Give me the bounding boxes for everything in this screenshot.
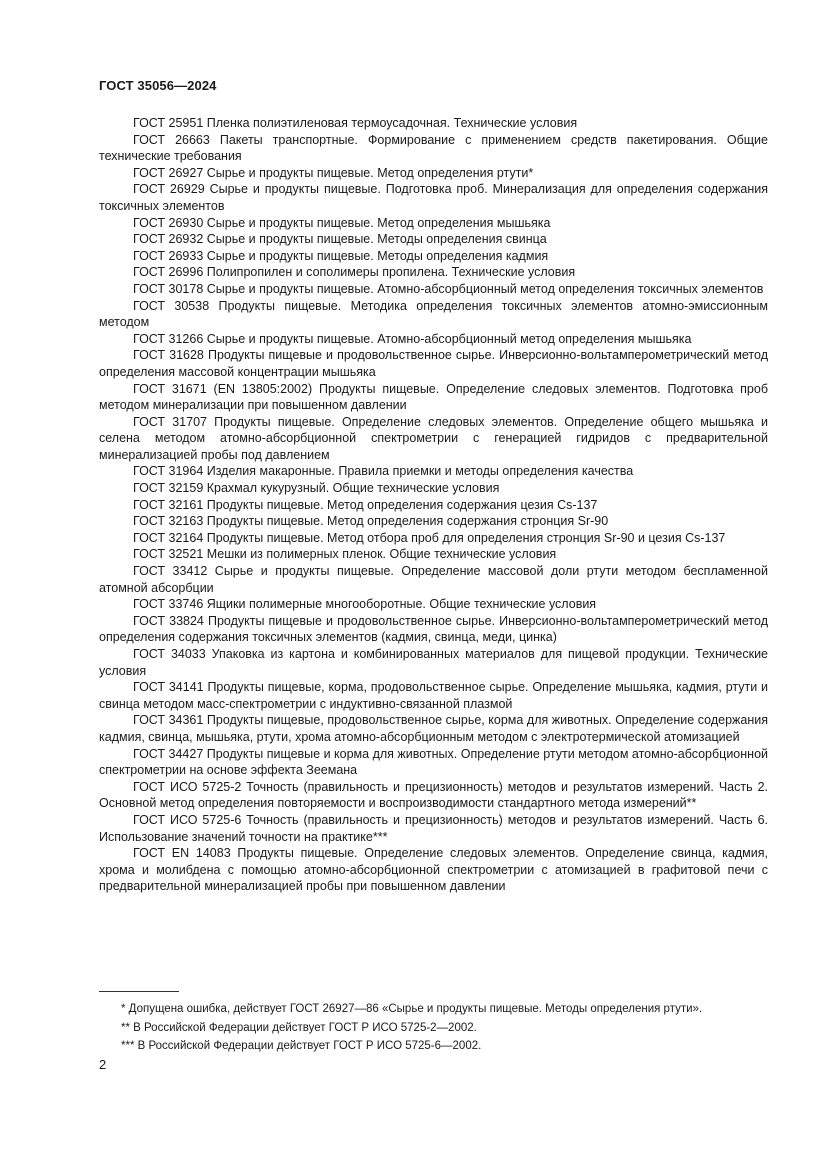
reference-item: ГОСТ 26996 Полипропилен и сополимеры пропилена. Технические условия [133, 265, 576, 280]
reference-item: ГОСТ 33412 Сырье и продукты пищевые. Определение массовой доли ртути методом беспламенной атомной абсорбции [99, 564, 768, 595]
reference-item: ГОСТ 32159 Крахмал кукурузный. Общие технические условия [133, 481, 500, 496]
reference-item: ГОСТ 26933 Сырье и продукты пищевые. Методы определения кадмия [133, 248, 549, 263]
footnotes [99, 1000, 768, 1056]
footnote-item: * Допущена ошибка, действует ГОСТ 26927—86 «Сырье и продукты пищевые. Методы определения ртути». [121, 1003, 703, 1015]
reference-item: ГОСТ 34141 Продукты пищевые, корма, продовольственное сырье. Определение мышьяка, кадмия, ртути и свинца методом масс-спектрометрии с индуктивно-связанной плазмой [99, 680, 768, 711]
footnote-item: *** В Российской Федерации действует ГОСТ Р ИСО 5725-6—2002. [121, 1040, 482, 1052]
reference-item: ГОСТ 34361 Продукты пищевые, продовольственное сырье, корма для животных. Определение содержания кадмия, свинца, мышьяка, ртути, хрома атомно-абсорбционным методом с электротермической атомизацией [99, 713, 768, 744]
reference-item: ГОСТ ИСО 5725-6 Точность (правильность и прецизионность) методов и результатов измерений. Часть 6. Использование значений точности на практике*** [99, 812, 768, 844]
reference-item: ГОСТ EN 14083 Продукты пищевые. Определение следовых элементов. Определение свинца, кадмия, хрома и молибдена с помощью атомно-абсорбционной спектрометрии с атомизацией в графитовой печи с предварительной минерализацией пробы при повышенном давлении [99, 846, 768, 894]
footnote-item: ** В Российской Федерации действует ГОСТ Р ИСО 5725-2—2002. [121, 1021, 477, 1034]
reference-item: ГОСТ 32161 Продукты пищевые. Метод определения содержания цезия Cs-137 [133, 497, 598, 512]
footnote-divider [99, 991, 179, 992]
reference-item: ГОСТ 26663 Пакеты транспортные. Формирование с применением средств пакетирования. Общие технические требования [99, 132, 768, 164]
reference-item: ГОСТ 30538 Продукты пищевые. Методика определения токсичных элементов атомно-эмиссионным методом [99, 298, 768, 330]
reference-item: ГОСТ 34033 Упаковка из картона и комбинированных материалов для пищевой продукции. Технические условия [99, 647, 768, 678]
reference-item: ГОСТ 31671 (EN 13805:2002) Продукты пищевые. Определение следовых элементов. Подготовка проб методом минерализации при повышенном давлении [99, 381, 768, 413]
reference-item: ГОСТ ИСО 5725-2 Точность (правильность и прецизионность) методов и результатов измерений. Часть 2. Основной метод определения повторяемости и воспроизводимости стандартного метода измерений** [99, 779, 768, 811]
document-header: ГОСТ 35056—2024 [99, 78, 217, 93]
reference-item: ГОСТ 31964 Изделия макаронные. Правила приемки и методы определения качества [133, 464, 634, 479]
reference-item: ГОСТ 26927 Сырье и продукты пищевые. Метод определения ртути* [133, 165, 534, 180]
normative-references [99, 115, 768, 895]
reference-item: ГОСТ 26930 Сырье и продукты пищевые. Метод определения мышьяка [133, 215, 551, 230]
reference-item: ГОСТ 34427 Продукты пищевые и корма для животных. Определение ртути методом атомно-абсорбционной спектрометрии на основе эффекта Зеемана [99, 746, 769, 778]
reference-item: ГОСТ 30178 Сырье и продукты пищевые. Атомно-абсорбционный метод определения токсичных элементов [133, 281, 764, 296]
reference-item: ГОСТ 26929 Сырье и продукты пищевые. Подготовка проб. Минерализация для определения содержания токсичных элементов [99, 182, 768, 213]
reference-item: ГОСТ 26932 Сырье и продукты пищевые. Методы определения свинца [133, 232, 547, 247]
reference-item: ГОСТ 32163 Продукты пищевые. Метод определения содержания стронция Sr-90 [133, 514, 609, 529]
reference-item: ГОСТ 32521 Мешки из полимерных пленок. Общие технические условия [133, 547, 557, 562]
reference-item: ГОСТ 33746 Ящики полимерные многооборотные. Общие технические условия [133, 597, 597, 612]
reference-item: ГОСТ 32164 Продукты пищевые. Метод отбора проб для определения стронция Sr-90 и цезия Cs-137 [133, 530, 726, 545]
reference-item: ГОСТ 25951 Пленка полиэтиленовая термоусадочная. Технические условия [133, 116, 578, 130]
reference-item: ГОСТ 31266 Сырье и продукты пищевые. Атомно-абсорбционный метод определения мышьяка [133, 331, 692, 346]
reference-item: ГОСТ 33824 Продукты пищевые и продовольственное сырье. Инверсионно-вольтамперометрический метод определения содержания токсичных элементов (кадмия, свинца, меди, цинка) [99, 613, 768, 645]
page-number: 2 [99, 1057, 107, 1072]
reference-item: ГОСТ 31707 Продукты пищевые. Определение следовых элементов. Определение общего мышьяка и селена методом атомно-абсорбционной спектрометрии с генерацией гидридов с предварительной минерализацией пробы под давлением [99, 414, 768, 462]
reference-item: ГОСТ 31628 Продукты пищевые и продовольственное сырье. Инверсионно-вольтамперометрический метод определения массовой концентрации мышьяка [99, 348, 768, 379]
